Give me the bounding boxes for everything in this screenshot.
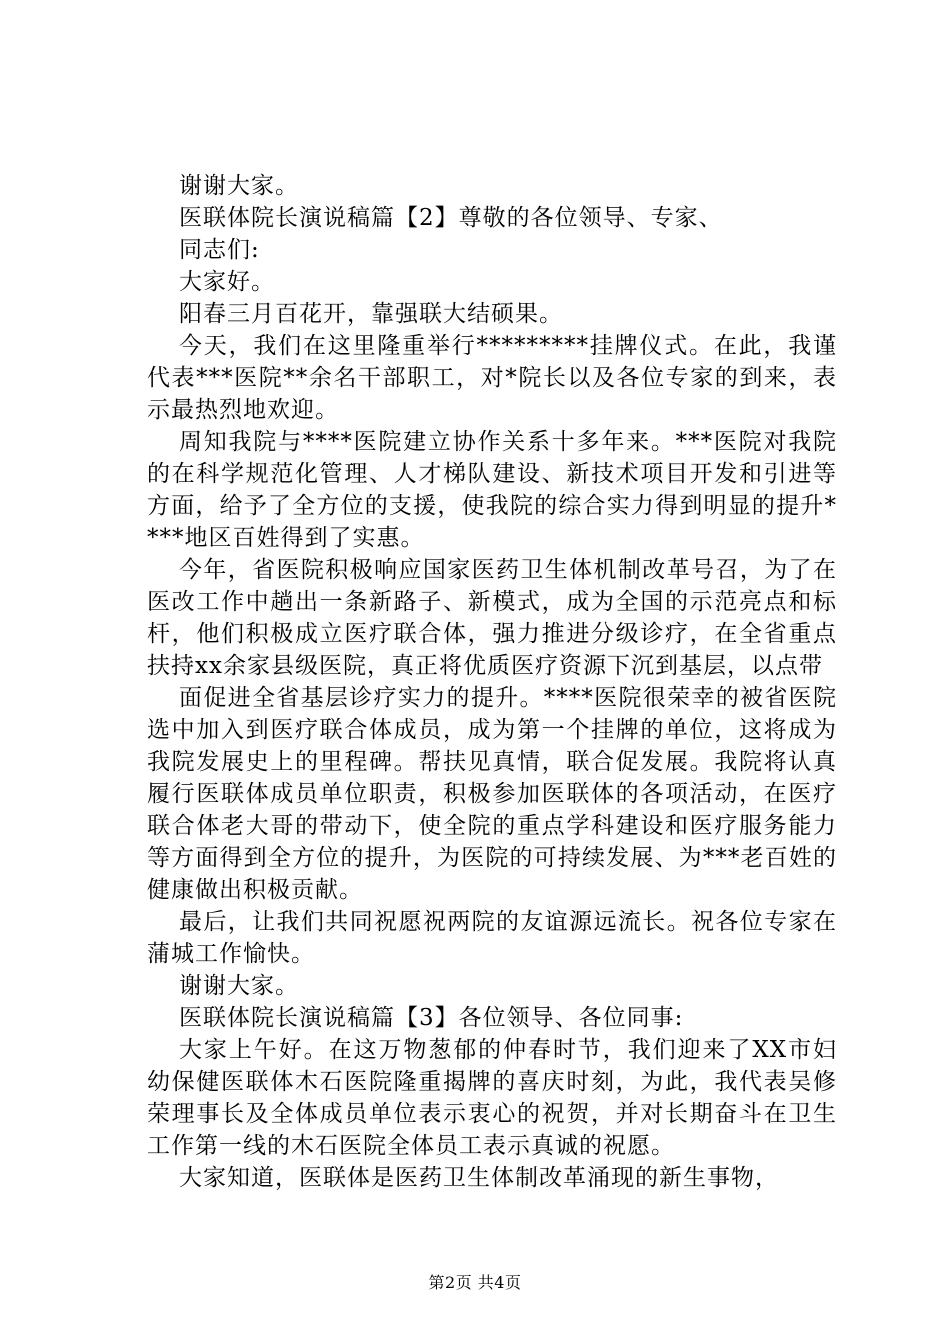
paragraph-reform: 今年，省医院积极响应国家医药卫生体机制改革号召，为了在医改工作中趟出一条新路子、新模式，成为全国的示范亮点和标杆，他们积极成立医疗联合体，强力推进分级诊疗，在全省重点扶持xx余家县级医院，真正将优质医疗资源下沉到基层，以点带 [147,557,837,679]
paragraph-cooperation: 周知我院与****医院建立协作关系十多年来。***医院对我院的在科学规范化管理、人才梯队建设、新技术项目开发和引进等方面，给予了全方位的支援，使我院的综合实力得到明显的提升****地区百姓得到了实惠。 [147,429,837,551]
paragraph-thanks-2: 谢谢大家。 [179,973,299,999]
paragraph-speech-2-title: 医联体院长演说稿篇【2】尊敬的各位领导、专家、 [179,205,723,231]
paragraph-thanks-1: 谢谢大家。 [179,173,299,199]
paragraph-ceremony: 今天，我们在这里隆重举行*********挂牌仪式。在此，我谨代表***医院**余名干部职工，对*院长以及各位专家的到来，表示最热烈地欢迎。 [147,333,837,423]
paragraph-greeting: 大家好。 [179,269,275,295]
paragraph-promotion: 面促进全省基层诊疗实力的提升。****医院很荣幸的被省医院选中加入到医疗联合体成员，成为第一个挂牌的单位，这将成为我院发展史上的里程碑。帮扶见真情，联合促发展。我院将认真履行医联体成员单位职责，积极参加医联体的各项活动，在医疗联合体老大哥的带动下，使全院的重点学科建设和医疗服务能力等方面得到全方位的提升，为医院的可持续发展、为***老百姓的健康做出积极贡献。 [147,685,837,903]
paragraph-closing-wish: 最后，让我们共同祝愿祝两院的友谊源远流长。祝各位专家在蒲城工作愉快。 [147,909,837,967]
paragraph-medical-alliance: 大家知道，医联体是医药卫生体制改革涌现的新生事物， [179,1165,779,1191]
document-body [147,170,837,1194]
page-footer: 第2页 共4页 [428,1273,522,1292]
paragraph-speech-3-title: 医联体院长演说稿篇【3】各位领导、各位同事: [179,1005,684,1031]
paragraph-spring: 阳春三月百花开，靠强联大结硕果。 [179,301,563,327]
paragraph-comrades: 同志们: [179,237,260,263]
paragraph-morning-greeting: 大家上午好。在这万物葱郁的仲春时节，我们迎来了XX市妇幼保健医联体木石医院隆重揭牌的喜庆时刻，为此，我代表吴修荣理事长及全体成员单位表示衷心的祝贺，并对长期奋斗在卫生工作第一线的木石医院全体员工表示真诚的祝愿。 [147,1037,837,1159]
